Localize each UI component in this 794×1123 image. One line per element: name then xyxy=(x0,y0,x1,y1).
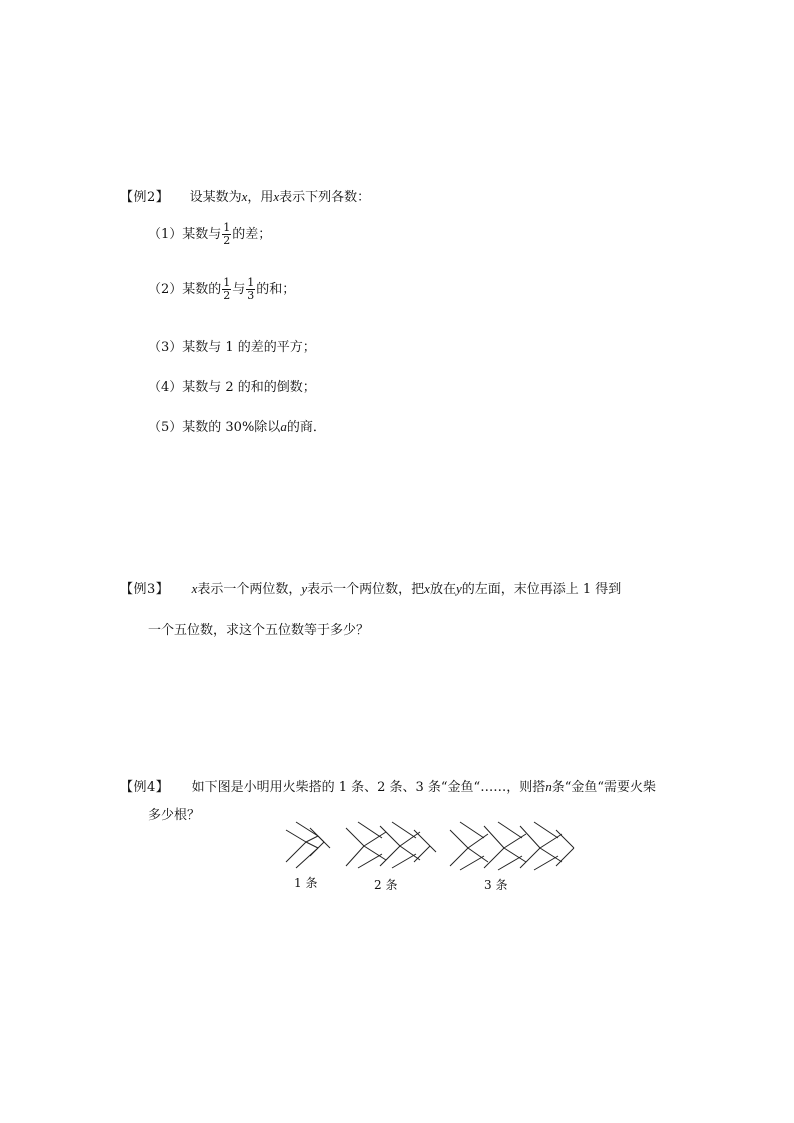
fish-group-2 xyxy=(346,822,436,868)
example-4-tag: 【例4】 xyxy=(120,780,170,795)
item-text: （4）某数与 2 的和的倒数； xyxy=(148,380,316,395)
item-tail: 的商． xyxy=(286,420,326,435)
variable-x: x xyxy=(273,189,280,204)
example-3-tag: 【例3】 xyxy=(120,582,170,597)
fraction-denominator: 2 xyxy=(223,234,231,247)
example-3-line2-text: 一个五位数，求这个五位数等于多少？ xyxy=(148,623,370,638)
item-label: （2）某数的 xyxy=(148,282,222,297)
caption-2-fish: 2 条 xyxy=(374,878,398,892)
example-2-intro-c: 表示下列各数： xyxy=(279,190,371,205)
example-4-seg2: 条“金鱼“需要火柴 xyxy=(551,780,656,795)
example-4-seg1: 如下图是小明用火柴搭的 1 条、2 条、3 条“金鱼“……，则搭 xyxy=(191,780,546,795)
fraction-numerator: 1 xyxy=(223,276,231,289)
item-text: （3）某数与 1 的差的平方； xyxy=(148,340,316,355)
caption-3-fish: 3 条 xyxy=(484,878,508,892)
example-3-seg1: 表示一个两位数， xyxy=(197,582,302,597)
example-3-seg4: 的左面，末位再添上 1 得到 xyxy=(461,582,622,597)
example-2-tag: 【例2】 xyxy=(120,190,170,205)
example-4-line2-text: 多少根？ xyxy=(148,808,201,823)
item-mid: 与 xyxy=(232,282,246,297)
variable-a: a xyxy=(280,419,287,434)
fraction-denominator: 2 xyxy=(223,289,231,302)
fish-group-3 xyxy=(450,822,574,870)
item-tail: 的和； xyxy=(256,282,296,297)
variable-x: x xyxy=(241,189,248,204)
example-2-intro-b: ，用 xyxy=(247,190,274,205)
example-2-intro-a: 设某数为 xyxy=(189,190,242,205)
fraction-numerator: 1 xyxy=(223,221,231,234)
fraction-denominator: 3 xyxy=(247,289,255,302)
variable-y: y xyxy=(301,581,308,596)
variable-x: x xyxy=(191,581,198,596)
example-3-seg3: 放在 xyxy=(429,582,456,597)
caption-1-fish: 1 条 xyxy=(294,876,318,890)
variable-y: y xyxy=(455,581,462,596)
item-tail: 的差； xyxy=(232,227,272,242)
fraction-numerator: 1 xyxy=(247,276,255,289)
fish-group-1 xyxy=(286,822,330,868)
item-label: （5）某数的 30%除以 xyxy=(148,420,281,435)
item-label: （1）某数与 xyxy=(148,227,222,242)
example-3-seg2: 表示一个两位数，把 xyxy=(307,582,425,597)
variable-n: n xyxy=(545,779,552,794)
variable-x: x xyxy=(424,581,430,596)
